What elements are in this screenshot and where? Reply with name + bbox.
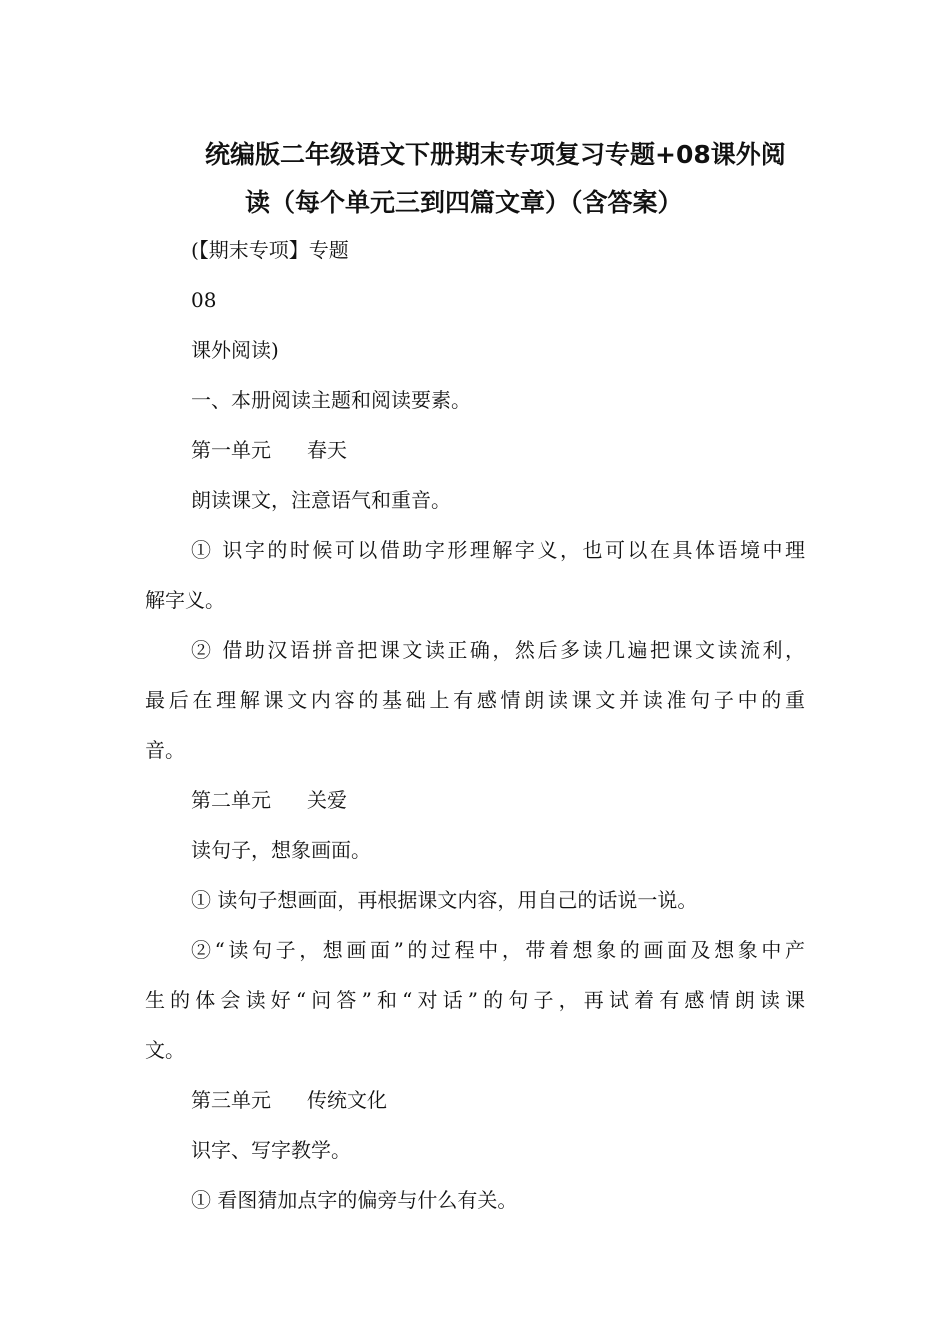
unit-1-theme: 春天 (307, 438, 347, 462)
unit-heading-3 (191, 1088, 851, 1112)
unit-1-point-2-line-2: 最后在理解课文内容的基础上有感情朗读课文并读准句子中的重 (145, 688, 805, 712)
unit-3-point-1: ① 看图猜加点字的偏旁与什么有关。 (191, 1188, 518, 1212)
unit-1-point-2-line-3: 音。 (145, 738, 185, 762)
unit-2-element: 读句子，想象画面。 (191, 838, 371, 862)
unit-heading-2 (191, 788, 851, 812)
unit-1-element: 朗读课文，注意语气和重音。 (191, 488, 451, 512)
document-title-line-2: 读（每个单元三到四篇文章）（含答案） (245, 188, 683, 217)
subtitle-prefix: (【期末专项】专题 (191, 238, 349, 262)
section-heading: 一、本册阅读主题和阅读要素。 (191, 388, 471, 412)
unit-2-point-2-line-3: 文。 (145, 1038, 185, 1062)
unit-2-point-1: ① 读句子想画面，再根据课文内容，用自己的话说一说。 (191, 888, 698, 912)
subtitle-number: 08 (191, 288, 217, 312)
unit-2-point-2-line-1: ②“读句子，想画面”的过程中，带着想象的画面及想象中产 (191, 938, 805, 962)
unit-1-point-2-line-1: ② 借助汉语拼音把课文读正确，然后多读几遍把课文读流利， (191, 638, 805, 662)
unit-1-name: 第一单元 (191, 438, 271, 462)
unit-3-name: 第三单元 (191, 1088, 271, 1112)
unit-1-point-1-line-1: ① 识字的时候可以借助字形理解字义，也可以在具体语境中理 (191, 538, 805, 562)
unit-heading-1 (191, 438, 851, 462)
document-title-line-1: 统编版二年级语文下册期末专项复习专题+08课外阅 (205, 140, 786, 169)
unit-3-element: 识字、写字教学。 (191, 1138, 351, 1162)
unit-1-point-1-line-2: 解字义。 (145, 588, 225, 612)
unit-2-point-2-line-2: 生的体会读好“问答”和“对话”的句子，再试着有感情朗读课 (145, 988, 805, 1012)
subtitle-suffix: 课外阅读) (191, 338, 279, 362)
unit-3-theme: 传统文化 (307, 1088, 387, 1112)
unit-2-theme: 关爱 (307, 788, 347, 812)
unit-2-name: 第二单元 (191, 788, 271, 812)
